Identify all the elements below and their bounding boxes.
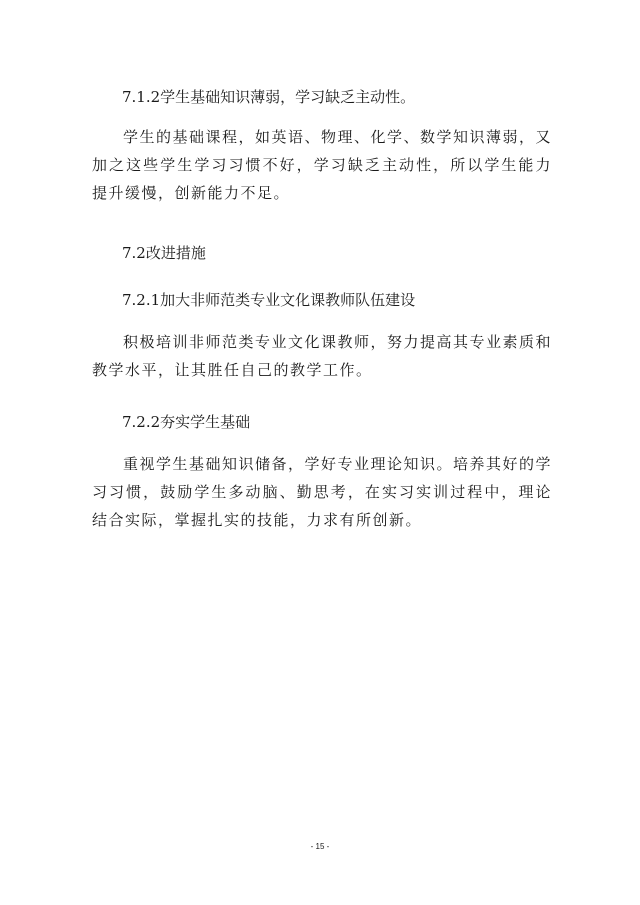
section-heading-7-2-1: 7.2.1加大非师范类专业文化课教师队伍建设: [122, 291, 416, 309]
paragraph-weak-foundation: 学生的基础课程，如英语、物理、化学、数学知识薄弱，又加之这些学生学习习惯不好，学习缺乏主动性，所以学生能力提升缓慢，创新能力不足。: [92, 128, 553, 202]
section-heading-7-1-2: 7.1.2学生基础知识薄弱，学习缺乏主动性。: [122, 88, 416, 106]
paragraph-strengthen-foundation: 重视学生基础知识储备，学好专业理论知识。培养其好的学习习惯，鼓励学生多动脑、勤思考，在实习实训过程中，理论结合实际，掌握扎实的技能，力求有所创新。: [92, 455, 553, 529]
page-number: - 15 -: [310, 842, 330, 851]
paragraph-teacher-training: 积极培训非师范类专业文化课教师，努力提高其专业素质和教学水平，让其胜任自己的教学工作。: [92, 333, 553, 379]
section-heading-7-2-2: 7.2.2夯实学生基础: [122, 413, 251, 431]
section-heading-7-2: 7.2改进措施: [122, 244, 206, 262]
